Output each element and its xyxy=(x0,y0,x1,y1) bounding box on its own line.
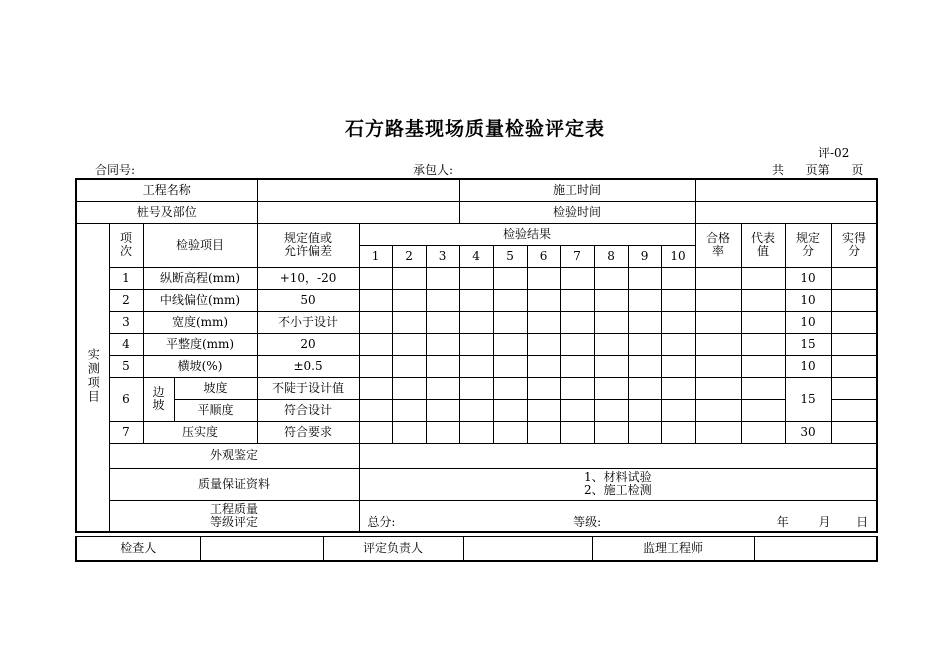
result-cell[interactable] xyxy=(527,421,560,443)
table-row xyxy=(76,355,877,377)
result-col-4: 4 xyxy=(459,245,493,267)
measured-items-label: 实测项目 xyxy=(76,223,109,532)
representative-value-cell[interactable] xyxy=(741,421,785,443)
row-score: 10 xyxy=(785,355,831,377)
results-header: 检验结果 xyxy=(359,223,695,245)
result-cell[interactable] xyxy=(459,333,493,355)
result-cell[interactable] xyxy=(392,289,426,311)
row-spec: ±0.5 xyxy=(257,355,359,377)
result-cell[interactable] xyxy=(426,333,459,355)
inspection-time-label: 检验时间 xyxy=(459,201,695,223)
result-cell[interactable] xyxy=(527,289,560,311)
grade-row xyxy=(76,500,877,532)
inspector-label: 检查人 xyxy=(76,537,200,561)
pass-rate-cell[interactable] xyxy=(695,355,741,377)
result-cell[interactable] xyxy=(359,377,392,399)
result-cell[interactable] xyxy=(560,377,594,399)
result-cell[interactable] xyxy=(628,333,661,355)
result-cell[interactable] xyxy=(661,289,695,311)
slope-group-label: 边 坡 xyxy=(143,377,174,421)
result-cell[interactable] xyxy=(426,399,459,421)
result-cell[interactable] xyxy=(493,377,527,399)
row-spec: 不陡于设计值 xyxy=(257,377,359,399)
row-spec: +10，-20 xyxy=(257,267,359,289)
inspection-table xyxy=(75,178,878,533)
construction-time-label: 施工时间 xyxy=(459,179,695,201)
actual-score-cell[interactable] xyxy=(831,267,877,289)
row-score: 10 xyxy=(785,289,831,311)
result-cell[interactable] xyxy=(628,399,661,421)
result-cell[interactable] xyxy=(493,355,527,377)
project-name-label: 工程名称 xyxy=(76,179,257,201)
result-cell[interactable] xyxy=(560,267,594,289)
result-cell[interactable] xyxy=(459,399,493,421)
appearance-value[interactable] xyxy=(359,443,877,468)
result-cell[interactable] xyxy=(594,311,628,333)
actual-score-cell[interactable] xyxy=(831,289,877,311)
result-cell[interactable] xyxy=(594,355,628,377)
station-part-value[interactable] xyxy=(257,201,459,223)
project-name-value[interactable] xyxy=(257,179,459,201)
result-cell[interactable] xyxy=(527,377,560,399)
representative-value-cell[interactable] xyxy=(741,311,785,333)
result-cell[interactable] xyxy=(426,355,459,377)
contract-number-label: 合同号: xyxy=(95,163,136,177)
result-cell[interactable] xyxy=(392,355,426,377)
row-item: 压实度 xyxy=(143,421,257,443)
result-col-1: 1 xyxy=(359,245,392,267)
year-label: 年 xyxy=(776,515,789,529)
result-cell[interactable] xyxy=(661,333,695,355)
result-cell[interactable] xyxy=(392,267,426,289)
representative-value-cell[interactable] xyxy=(741,289,785,311)
row-score: 15 xyxy=(785,377,831,421)
result-cell[interactable] xyxy=(527,333,560,355)
row-item: 中线偏位(mm) xyxy=(143,289,257,311)
row-spec: 50 xyxy=(257,289,359,311)
actual-score-cell[interactable] xyxy=(831,421,877,443)
representative-value-header: 代表 值 xyxy=(741,223,785,267)
result-cell[interactable] xyxy=(560,399,594,421)
actual-score-header: 实得 分 xyxy=(831,223,877,267)
row-score: 10 xyxy=(785,267,831,289)
quality-docs-value: 1、材料试验 2、施工检测 xyxy=(359,468,877,500)
inspector-value[interactable] xyxy=(200,537,323,561)
result-cell[interactable] xyxy=(527,311,560,333)
pass-rate-cell[interactable] xyxy=(695,377,741,399)
result-cell[interactable] xyxy=(661,311,695,333)
row-spec: 符合设计 xyxy=(257,399,359,421)
page-info xyxy=(772,161,863,178)
row-spec: 不小于设计 xyxy=(257,311,359,333)
actual-score-cell[interactable] xyxy=(831,355,877,377)
table-row xyxy=(76,333,877,355)
construction-time-value[interactable] xyxy=(695,179,877,201)
appearance-row xyxy=(76,443,877,468)
inspection-item-header: 检验项目 xyxy=(143,223,257,267)
day-label: 日 xyxy=(856,515,869,529)
result-cell[interactable] xyxy=(426,377,459,399)
row-no: 4 xyxy=(109,333,143,355)
item-no-header: 项 次 xyxy=(109,223,143,267)
evaluator-value[interactable] xyxy=(463,537,592,561)
result-cell[interactable] xyxy=(493,267,527,289)
result-cell[interactable] xyxy=(560,289,594,311)
result-cell[interactable] xyxy=(661,355,695,377)
table-row-6a xyxy=(76,377,877,399)
specified-score-header: 规定 分 xyxy=(785,223,831,267)
representative-value-cell[interactable] xyxy=(741,333,785,355)
result-cell[interactable] xyxy=(560,333,594,355)
month-label: 月 xyxy=(818,515,831,529)
actual-score-cell[interactable] xyxy=(831,333,877,355)
result-cell[interactable] xyxy=(594,377,628,399)
result-cell[interactable] xyxy=(594,399,628,421)
signature-table xyxy=(75,536,878,562)
row-item: 纵断高程(mm) xyxy=(143,267,257,289)
column-header-row xyxy=(76,223,877,245)
pass-rate-cell[interactable] xyxy=(695,421,741,443)
supervisor-label: 监理工程师 xyxy=(592,537,754,561)
result-cell[interactable] xyxy=(560,355,594,377)
row-no: 7 xyxy=(109,421,143,443)
grade-level-label: 等级: xyxy=(573,515,602,529)
header-row-2 xyxy=(76,201,877,223)
result-cell[interactable] xyxy=(628,289,661,311)
row-item: 横坡(%) xyxy=(143,355,257,377)
result-cell[interactable] xyxy=(493,399,527,421)
result-cell[interactable] xyxy=(628,421,661,443)
result-cell[interactable] xyxy=(628,377,661,399)
supervisor-value[interactable] xyxy=(754,537,877,561)
result-cell[interactable] xyxy=(392,333,426,355)
row-no: 5 xyxy=(109,355,143,377)
spec-header: 规定值或 允许偏差 xyxy=(257,223,359,267)
row-score: 15 xyxy=(785,333,831,355)
row-no: 6 xyxy=(109,377,143,421)
result-cell[interactable] xyxy=(359,421,392,443)
pass-rate-cell[interactable] xyxy=(695,333,741,355)
row-item: 宽度(mm) xyxy=(143,311,257,333)
result-cell[interactable] xyxy=(594,289,628,311)
row-spec: 符合要求 xyxy=(257,421,359,443)
representative-value-cell[interactable] xyxy=(741,355,785,377)
result-cell[interactable] xyxy=(661,267,695,289)
result-col-8: 8 xyxy=(594,245,628,267)
page-total-label: 共 xyxy=(772,163,785,177)
quality-docs-label: 质量保证资料 xyxy=(109,468,359,500)
pass-rate-cell[interactable] xyxy=(695,311,741,333)
result-cell[interactable] xyxy=(560,421,594,443)
actual-score-cell[interactable] xyxy=(831,399,877,421)
header-row-1 xyxy=(76,179,877,201)
result-cell[interactable] xyxy=(459,355,493,377)
result-cell[interactable] xyxy=(594,421,628,443)
result-cell[interactable] xyxy=(527,399,560,421)
result-cell[interactable] xyxy=(392,311,426,333)
page-end-label: 页 xyxy=(851,163,864,177)
result-cell[interactable] xyxy=(392,421,426,443)
result-cell[interactable] xyxy=(594,267,628,289)
row-no: 2 xyxy=(109,289,143,311)
grade-value[interactable] xyxy=(359,500,877,532)
table-row-6b xyxy=(76,399,877,421)
result-cell[interactable] xyxy=(661,399,695,421)
grade-label: 工程质量 等级评定 xyxy=(109,500,359,532)
form-title: 石方路基现场质量检验评定表 xyxy=(344,118,605,140)
representative-value-cell[interactable] xyxy=(741,399,785,421)
result-cell[interactable] xyxy=(459,289,493,311)
result-cell[interactable] xyxy=(359,267,392,289)
result-cell[interactable] xyxy=(426,311,459,333)
row-item: 平整度(mm) xyxy=(143,333,257,355)
result-cell[interactable] xyxy=(359,289,392,311)
pass-rate-cell[interactable] xyxy=(695,289,741,311)
row-no: 3 xyxy=(109,311,143,333)
result-cell[interactable] xyxy=(594,333,628,355)
pass-rate-cell[interactable] xyxy=(695,399,741,421)
result-cell[interactable] xyxy=(359,311,392,333)
appearance-label: 外观鉴定 xyxy=(109,443,359,468)
result-cell[interactable] xyxy=(459,421,493,443)
page-mid-label: 页第 xyxy=(805,163,830,177)
result-cell[interactable] xyxy=(459,267,493,289)
row-item: 平顺度 xyxy=(174,399,257,421)
result-col-3: 3 xyxy=(426,245,459,267)
row-spec: 20 xyxy=(257,333,359,355)
result-col-2: 2 xyxy=(392,245,426,267)
representative-value-cell[interactable] xyxy=(741,377,785,399)
result-cell[interactable] xyxy=(661,421,695,443)
result-cell[interactable] xyxy=(628,311,661,333)
table-row xyxy=(76,267,877,289)
result-col-6: 6 xyxy=(527,245,560,267)
result-col-7: 7 xyxy=(560,245,594,267)
station-part-label: 桩号及部位 xyxy=(76,201,257,223)
result-cell[interactable] xyxy=(359,355,392,377)
contractor-label: 承包人: xyxy=(413,163,454,177)
result-cell[interactable] xyxy=(426,421,459,443)
result-cell[interactable] xyxy=(661,377,695,399)
result-cell[interactable] xyxy=(560,311,594,333)
result-cell[interactable] xyxy=(493,333,527,355)
result-cell[interactable] xyxy=(527,267,560,289)
form-code: 评-02 xyxy=(818,146,850,160)
row-item: 坡度 xyxy=(174,377,257,399)
quality-docs-row xyxy=(76,468,877,500)
result-col-10: 10 xyxy=(661,245,695,267)
result-col-5: 5 xyxy=(493,245,527,267)
row-score: 30 xyxy=(785,421,831,443)
result-cell[interactable] xyxy=(628,355,661,377)
result-cell[interactable] xyxy=(459,377,493,399)
result-cell[interactable] xyxy=(493,289,527,311)
result-cell[interactable] xyxy=(426,289,459,311)
table-row xyxy=(76,421,877,443)
evaluator-label: 评定负责人 xyxy=(323,537,463,561)
row-score: 10 xyxy=(785,311,831,333)
result-cell[interactable] xyxy=(493,311,527,333)
result-cell[interactable] xyxy=(459,311,493,333)
result-cell[interactable] xyxy=(359,333,392,355)
table-row xyxy=(76,311,877,333)
table-row xyxy=(76,289,877,311)
result-cell[interactable] xyxy=(359,399,392,421)
row-no: 1 xyxy=(109,267,143,289)
pass-rate-header: 合格 率 xyxy=(695,223,741,267)
result-col-9: 9 xyxy=(628,245,661,267)
actual-score-cell[interactable] xyxy=(831,311,877,333)
signature-row xyxy=(76,537,877,561)
inspection-time-value[interactable] xyxy=(695,201,877,223)
result-cell[interactable] xyxy=(392,377,426,399)
result-cell[interactable] xyxy=(493,421,527,443)
result-cell[interactable] xyxy=(392,399,426,421)
result-cell[interactable] xyxy=(628,267,661,289)
actual-score-cell[interactable] xyxy=(831,377,877,399)
representative-value-cell[interactable] xyxy=(741,267,785,289)
result-cell[interactable] xyxy=(527,355,560,377)
total-score-label: 总分: xyxy=(367,515,396,529)
pass-rate-cell[interactable] xyxy=(695,267,741,289)
result-cell[interactable] xyxy=(426,267,459,289)
